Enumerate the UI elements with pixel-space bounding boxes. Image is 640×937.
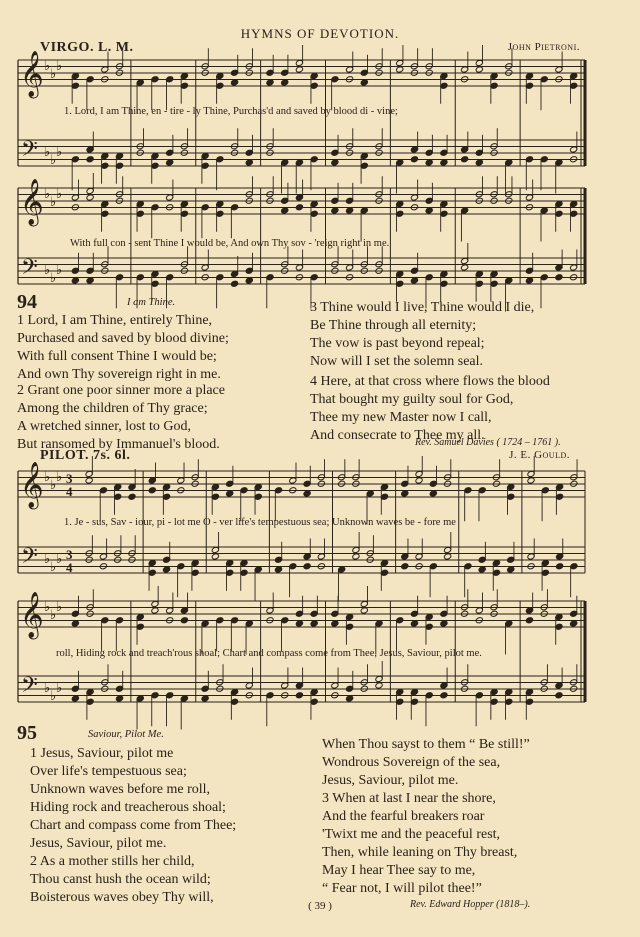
bass-note	[507, 566, 515, 573]
flat-icon: ♭	[56, 680, 63, 695]
verse-line: Wondrous Sovereign of the sea,	[322, 755, 501, 770]
flat-icon: ♭	[44, 551, 51, 566]
melody-note	[360, 79, 368, 86]
verse-line: “ Fear not, I will pilot thee!”	[322, 881, 482, 896]
flat-icon: ♭	[50, 607, 57, 622]
verse-line: Jesus, Saviour, pilot me.	[322, 773, 459, 788]
bass-note	[375, 682, 383, 689]
verse-line: 2 Grant one poor sinner more a place	[17, 383, 225, 398]
verse-line: 2 As a mother stills her child,	[30, 854, 195, 869]
treble-clef-icon: 𝄞	[20, 51, 44, 97]
verse-line: When Thou sayst to them “ Be still!”	[322, 737, 530, 752]
bass-note	[166, 159, 174, 166]
bass-note	[352, 553, 360, 560]
verse-line: Thou canst hush the ocean wild;	[30, 872, 211, 887]
treble-clef-icon: 𝄞	[20, 179, 44, 225]
underlay-line-1: 1. Lord, I am Thine, en - tire - ly Thine, Purchas'd and saved by blood di - vine;	[64, 106, 398, 117]
melody-note	[71, 620, 79, 627]
flat-icon: ♭	[50, 559, 57, 574]
flat-icon: ♭	[44, 186, 51, 201]
verse-line: Now will I set the solemn seal.	[310, 354, 484, 369]
bass-note	[461, 264, 469, 271]
flat-icon: ♭	[50, 194, 57, 209]
composer-pietroni: John Pietroni.	[507, 41, 580, 53]
treble-clef-icon: 𝄞	[20, 462, 44, 508]
verse-line: And consecrate to Thee my all.	[310, 428, 485, 443]
bass-note	[556, 563, 564, 570]
bass-note	[303, 563, 311, 570]
author-95: Rev. Edward Hopper (1818–).	[410, 899, 531, 910]
flat-icon: ♭	[50, 152, 57, 167]
bass-note	[444, 553, 452, 560]
time-signature: 3	[66, 547, 73, 562]
flat-icon: ♭	[56, 186, 63, 201]
melody-note	[475, 66, 483, 73]
melody-note	[128, 493, 136, 500]
verse-line: Boisterous waves obey Thy will,	[30, 890, 214, 905]
melody-note	[401, 490, 409, 497]
flat-icon: ♭	[56, 58, 63, 73]
stanza-94-4	[310, 373, 550, 445]
melody-note	[230, 79, 238, 86]
stanza-94-1	[17, 312, 229, 384]
verse-line: And the fearful breakers roar	[322, 809, 485, 824]
bass-clef-icon: 𝄢	[21, 673, 38, 703]
melody-note	[525, 617, 533, 624]
flat-icon: ♭	[50, 688, 57, 703]
verse-line: 3 When at last I near the shore,	[322, 791, 496, 806]
bass-note	[86, 277, 94, 284]
bass-note	[425, 159, 433, 166]
bass-note	[115, 695, 123, 702]
melody-note	[429, 490, 437, 497]
verse-line: With full consent Thine I would be;	[17, 349, 217, 364]
stanza-95-3	[322, 790, 517, 898]
verse-line: But ransomed by Immanuel's blood.	[17, 437, 220, 452]
verse-line: Then, while leaning on Thy breast,	[322, 845, 518, 860]
underlay-line-4: roll, Hiding rock and treach'rous shoal; Chart and compass come from Thee, Jesus, Saviour, pilot me.	[56, 648, 482, 659]
melody-note	[86, 194, 94, 201]
bass-note	[211, 553, 219, 560]
bass-note	[295, 692, 303, 699]
bass-note	[555, 274, 563, 281]
hymn-number-95: 95	[17, 722, 37, 744]
melody-note	[331, 620, 339, 627]
flat-icon: ♭	[50, 477, 57, 492]
bass-note	[555, 692, 563, 699]
melody-note	[331, 207, 339, 214]
melody-note	[281, 79, 289, 86]
treble-clef-icon: 𝄞	[20, 592, 44, 638]
flat-icon: ♭	[44, 680, 51, 695]
flat-icon: ♭	[56, 599, 63, 614]
verse-line: 4 Here, at that cross where flows the blood	[310, 374, 550, 389]
verse-line: Chart and compass come from Thee;	[30, 818, 237, 833]
treble-staff	[18, 188, 585, 214]
melody-note	[310, 620, 318, 627]
bass-note	[274, 566, 282, 573]
bass-note	[162, 566, 170, 573]
flat-icon: ♭	[56, 469, 63, 484]
verse-line: Over life's tempestuous sea;	[30, 764, 187, 779]
bass-note	[475, 159, 483, 166]
page-header: HYMNS OF DEVOTION.	[240, 26, 400, 41]
verse-line: Thee my new Master now I call,	[310, 410, 492, 425]
verse-line: Hiding rock and treacherous shoal;	[30, 800, 226, 815]
melody-note	[410, 620, 418, 627]
verse-line: Among the children of Thy grace;	[17, 401, 208, 416]
underlay-line-3: 1. Je - sus, Sav - iour, pi - lot me O - ver life's tempestuous sea; Unknown waves be - fore me	[64, 517, 456, 528]
verse-line: Jesus, Saviour, pilot me.	[30, 836, 167, 851]
melody-note	[281, 207, 289, 214]
flat-icon: ♭	[50, 270, 57, 285]
verse-line: 1 Lord, I am Thine, entirely Thine,	[17, 313, 213, 328]
melody-note	[396, 66, 404, 73]
flat-icon: ♭	[56, 144, 63, 159]
time-signature: 4	[66, 560, 73, 575]
bass-note	[440, 159, 448, 166]
melody-note	[425, 207, 433, 214]
verse-line: The vow is past beyond repeal;	[310, 336, 485, 351]
verse-line: Unknown waves before me roll,	[30, 782, 211, 797]
verse-line: May I hear Thee say to me,	[322, 863, 476, 878]
hymn-title-94: I am Thine.	[127, 297, 176, 308]
bass-clef-icon: 𝄢	[21, 255, 38, 285]
melody-note	[303, 490, 311, 497]
stanza-94-2	[17, 382, 225, 454]
melody-note	[180, 617, 188, 624]
bass-note	[86, 156, 94, 163]
bass-note	[461, 156, 469, 163]
stanza-95-2-cont	[322, 736, 530, 790]
page-number: ( 39 )	[308, 900, 332, 912]
bass-note	[71, 277, 79, 284]
melody-note	[346, 207, 354, 214]
tune-name-virgo: VIRGO. L. M.	[40, 40, 134, 55]
melody-note	[151, 607, 159, 614]
melody-note	[148, 487, 156, 494]
verse-line: 'Twixt me and the peaceful rest,	[322, 827, 501, 842]
bass-clef-icon: 𝄢	[21, 137, 38, 167]
bass-note	[440, 692, 448, 699]
melody-note	[440, 620, 448, 627]
bass-note	[525, 277, 533, 284]
flat-icon: ♭	[44, 262, 51, 277]
melody-note	[295, 66, 303, 73]
flat-icon: ♭	[44, 144, 51, 159]
bass-note	[230, 280, 238, 287]
time-signature: 4	[66, 484, 73, 499]
verse-line: 3 Thine would I live, Thine would I die,	[310, 300, 535, 315]
melody-note	[415, 477, 423, 484]
flat-icon: ♭	[44, 58, 51, 73]
hymn-number-94: 94	[17, 291, 37, 313]
melody-note	[266, 79, 274, 86]
flat-icon: ♭	[56, 551, 63, 566]
composer-gould: J. E. Gould.	[509, 449, 570, 461]
underlay-line-2: With full con - sent Thine I would be, And own Thy sov - 'reign right in me.	[70, 238, 390, 249]
bass-note	[245, 277, 253, 284]
verse-line: And own Thy sovereign right in me.	[17, 367, 221, 382]
melody-note	[570, 620, 578, 627]
stanza-95-2	[30, 853, 214, 907]
flat-icon: ♭	[44, 469, 51, 484]
verse-line: Be Thine through all eternity;	[310, 318, 477, 333]
hymn-title-95: Saviour, Pilot Me.	[88, 729, 164, 740]
melody-note	[295, 620, 303, 627]
stanza-94-3	[310, 299, 534, 371]
bass-note	[410, 277, 418, 284]
flat-icon: ♭	[44, 599, 51, 614]
time-signature: 3	[66, 471, 73, 486]
melody-note	[360, 607, 368, 614]
bass-note	[410, 156, 418, 163]
bass-note	[478, 566, 486, 573]
melody-note	[226, 490, 234, 497]
bass-note	[201, 695, 209, 702]
bass-note	[346, 695, 354, 702]
stanza-95-1	[30, 745, 236, 853]
bass-note	[401, 563, 409, 570]
flat-icon: ♭	[56, 262, 63, 277]
verse-line: Purchased and saved by blood divine;	[17, 331, 229, 346]
bass-note	[71, 695, 79, 702]
tune-name-pilot: PILOT. 7s. 6l.	[40, 448, 131, 463]
bass-clef-icon: 𝄢	[21, 544, 38, 574]
verse-line: 1 Jesus, Saviour, pilot me	[30, 746, 174, 761]
bass-note	[331, 159, 339, 166]
flat-icon: ♭	[50, 66, 57, 81]
verse-line: A wretched sinner, lost to God,	[17, 419, 192, 434]
bass-note	[245, 159, 253, 166]
verse-line: That bought my guilty soul for God,	[310, 392, 514, 407]
melody-note	[295, 204, 303, 211]
author-94: Rev. Samuel Davies ( 1724 – 1761 ).	[415, 437, 561, 448]
melody-note	[85, 477, 93, 484]
melody-note	[527, 477, 535, 484]
